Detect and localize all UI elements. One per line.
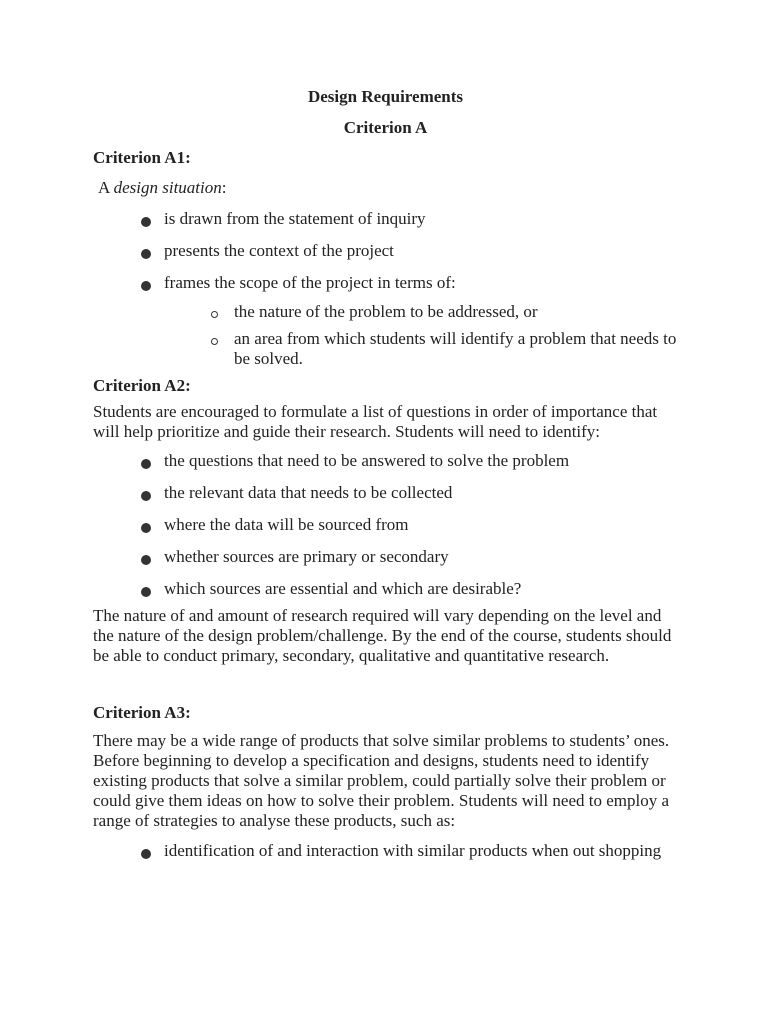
list-item: presents the context of the project xyxy=(141,240,678,262)
a1-bullet-list xyxy=(93,208,678,294)
document-subtitle: Criterion A xyxy=(343,118,428,137)
heading-a2: Criterion A2: xyxy=(93,376,191,395)
bullet-icon xyxy=(141,555,151,565)
a1-intro xyxy=(98,178,678,198)
list-item: frames the scope of the project in terms of: xyxy=(141,272,678,294)
list-item: where the data will be sourced from xyxy=(141,514,678,536)
a1-sub-bullet-list xyxy=(93,302,678,369)
a3-bullet-list xyxy=(93,840,678,862)
heading-a3: Criterion A3: xyxy=(93,703,191,722)
bullet-icon xyxy=(141,459,151,469)
a2-bullet-list xyxy=(93,450,678,600)
bullet-icon xyxy=(141,523,151,533)
a3-intro: There may be a wide range of products that solve similar problems to students’ ones. Before beginning to develop a specification and designs, students need to identify existing products that solve a similar problem, could partially solve their problem or could give them ideas on how to solve their problem. Students will need to employ a range of strategies to analyse these products, such as: xyxy=(93,731,670,830)
a1-intro-italic: design situation xyxy=(113,178,222,197)
bullet-icon xyxy=(141,491,151,501)
list-item: an area from which students will identify a problem that needs to be solved. xyxy=(211,329,678,369)
list-item: the relevant data that needs to be collected xyxy=(141,482,678,504)
list-item: the nature of the problem to be addressed, or xyxy=(211,302,678,322)
sub-bullet-icon xyxy=(211,311,218,318)
document-page xyxy=(93,86,678,862)
list-item: whether sources are primary or secondary xyxy=(141,546,678,568)
bullet-icon xyxy=(141,281,151,291)
heading-a1: Criterion A1: xyxy=(93,148,191,167)
list-item: which sources are essential and which are desirable? xyxy=(141,578,678,600)
a1-intro-prefix: A xyxy=(98,178,114,197)
bullet-icon xyxy=(141,587,151,597)
sub-bullet-icon xyxy=(211,338,218,345)
a2-intro: Students are encouraged to formulate a list of questions in order of importance that will help prioritize and guide their research. Students will need to identify: xyxy=(93,402,658,441)
list-item: is drawn from the statement of inquiry xyxy=(141,208,678,230)
a1-intro-suffix: : xyxy=(221,178,227,197)
bullet-icon xyxy=(141,849,151,859)
bullet-icon xyxy=(141,249,151,259)
document-title: Design Requirements xyxy=(307,87,464,106)
bullet-icon xyxy=(141,217,151,227)
a2-closing: The nature of and amount of research required will vary depending on the level and the nature of the design problem/challenge. By the end of the course, students should be able to conduct primary, secondary, qualitative and quantitative research. xyxy=(93,606,672,665)
list-item: the questions that need to be answered to solve the problem xyxy=(141,450,678,472)
list-item: identification of and interaction with similar products when out shopping xyxy=(141,840,678,862)
